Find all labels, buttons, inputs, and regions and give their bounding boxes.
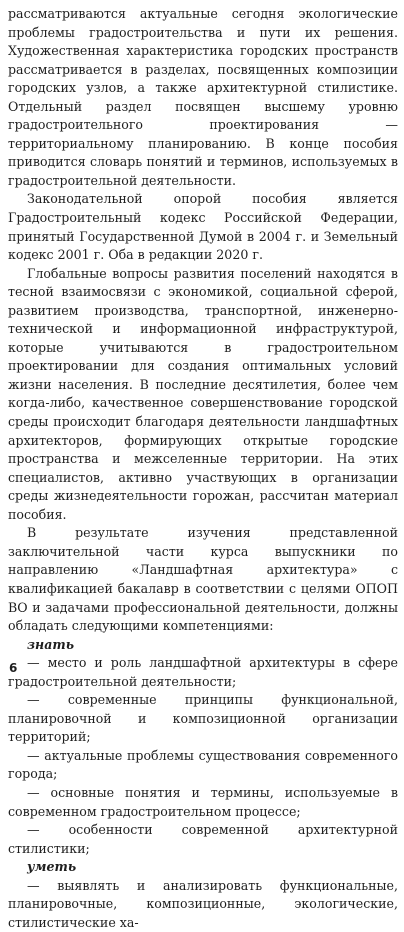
list-item-know-2: — современные принципы функциональной, планировочной и композиционной организации территорий;	[8, 692, 398, 745]
list-item-know-3: — актуальные проблемы существования современного города;	[8, 747, 398, 782]
list-item-able-1: — выявлять и анализировать функциональные, планировочные, композиционные, экологические, стилистические ха-	[8, 877, 398, 930]
paragraph-global-issues: Глобальные вопросы развития поселений находятся в тесной взаимосвязи с экономикой, социальной сферой, развитием производства, транспортной, инженерно-технической и информационной инфраструктурой, которые учитываются в градостроительном проектировании для создания оптимальных условий жизни населения. В последние десятилетия, более чем когда-либо, качественное совершенствование городской среды происходит благодаря деятельности ландшафтных архитекторов, формирующих открытые городские пространства и межселенные территории. На этих специалистов, активно участвующих в организации среды жизнедеятельности горожан, рассчитан материал пособия.	[8, 265, 398, 522]
paragraph-competencies-intro: В результате изучения представленной заключительной части курса выпускники по направлению «Ландшафтная архитектура» с квалификацией бакалавр в соответствии с целями ОПОП ВО и задачами профессиональной деятельности, должны обладать следующими компетенциями:	[8, 525, 398, 634]
page-number: 6	[9, 661, 18, 675]
paragraph-intro-continued: рассматриваются актуальные сегодня экологические проблемы градостроительства и пути их решения. Художественная характеристика городских пространств рассматривается в разделах, посвященных композиции городских узлов, а также архитектурной стилистике. Отдельный раздел посвящен высшему уровню градостроительного проектирования — территориальному планированию. В конце пособия приводится словарь понятий и терминов, используемых в градостроительной деятельности.	[8, 6, 398, 188]
heading-able: уметь	[27, 859, 77, 875]
paragraph-legal-basis: Законодательной опорой пособия является Градостроительный кодекс Российской Федерации, принятый Государственной Думой в 2004 г. и Земельный кодекс 2001 г. Оба в редакции 2020 г.	[8, 191, 398, 263]
list-item-know-5: — особенности современной архитектурной стилистики;	[8, 822, 398, 856]
list-item-know-1: — место и роль ландшафтной архитектуры в сфере градостроительной деятельности;	[8, 655, 398, 689]
heading-know: знать	[27, 636, 75, 652]
list-item-know-4: — основные понятия и термины, используемые в современном градостроительном процессе;	[8, 784, 398, 819]
